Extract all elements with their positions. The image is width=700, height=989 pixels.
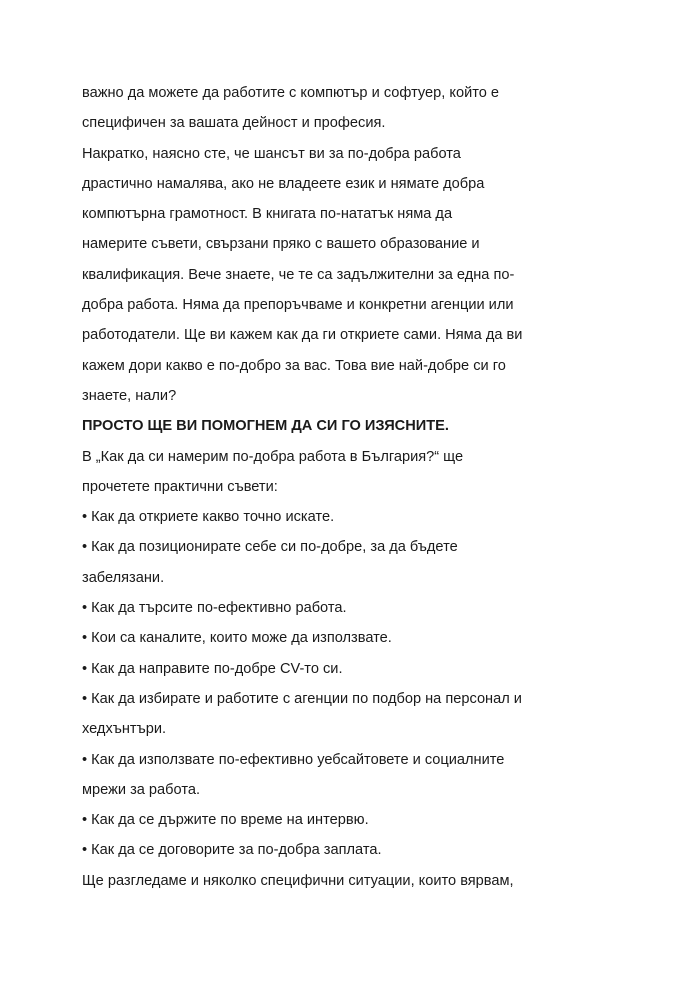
bullet-line: • Как да използвате по-ефективно уебсайтовете и социалните [82, 751, 505, 768]
text-line: квалификация. Вече знаете, че те са задължителни за една по- [82, 266, 515, 283]
text-line: знаете, нали? [82, 387, 177, 404]
bullet-line: • Как да направите по-добре CV-то си. [82, 660, 343, 677]
text-line: работодатели. Ще ви кажем как да ги откриете сами. Няма да ви [82, 327, 523, 344]
bullet-continuation-line: хедхънтъри. [82, 721, 167, 738]
bullet-line: • Как да се държите по време на интервю. [82, 812, 369, 829]
text-line: Ще разгледаме и няколко специфични ситуации, които вярвам, [82, 872, 514, 889]
bullet-line: • Как да търсите по-ефективно работа. [82, 600, 347, 617]
text-line: добра работа. Няма да препоръчваме и конкретни агенции или [82, 297, 514, 314]
body-text [82, 78, 642, 896]
bullet-line: • Кои са каналите, които може да използвате. [82, 630, 392, 647]
bullet-continuation-line: мрежи за работа. [82, 781, 201, 798]
bullet-line: • Как да откриете какво точно искате. [82, 509, 335, 526]
text-line: драстично намалява, ако не владеете език и нямате добра [82, 175, 485, 192]
text-line: специфичен за вашата дейност и професия. [82, 115, 386, 132]
text-line: В „Как да си намерим по-добра работа в България?“ ще [82, 448, 464, 465]
text-line: важно да можете да работите с компютър и софтуер, който е [82, 85, 500, 101]
text-line: намерите съвети, свързани пряко с вашето образование и [82, 236, 480, 253]
text-line: кажем дори какво е по-добро за вас. Това вие най-добре си го [82, 357, 506, 374]
bullet-continuation-line: забелязани. [82, 569, 165, 586]
bold-heading-line: ПРОСТО ЩЕ ВИ ПОМОГНЕМ ДА СИ ГО ИЗЯСНИТЕ. [82, 418, 449, 435]
text-line: прочетете практични съвети: [82, 478, 278, 495]
text-line: Накратко, наясно сте, че шансът ви за по-добра работа [82, 145, 461, 162]
bullet-line: • Как да се договорите за по-добра заплата. [82, 842, 382, 859]
bullet-line: • Как да избирате и работите с агенции по подбор на персонал и [82, 690, 522, 707]
text-line: компютърна грамотност. В книгата по-нататък няма да [82, 206, 453, 223]
bullet-line: • Как да позиционирате себе си по-добре, за да бъдете [82, 539, 458, 556]
